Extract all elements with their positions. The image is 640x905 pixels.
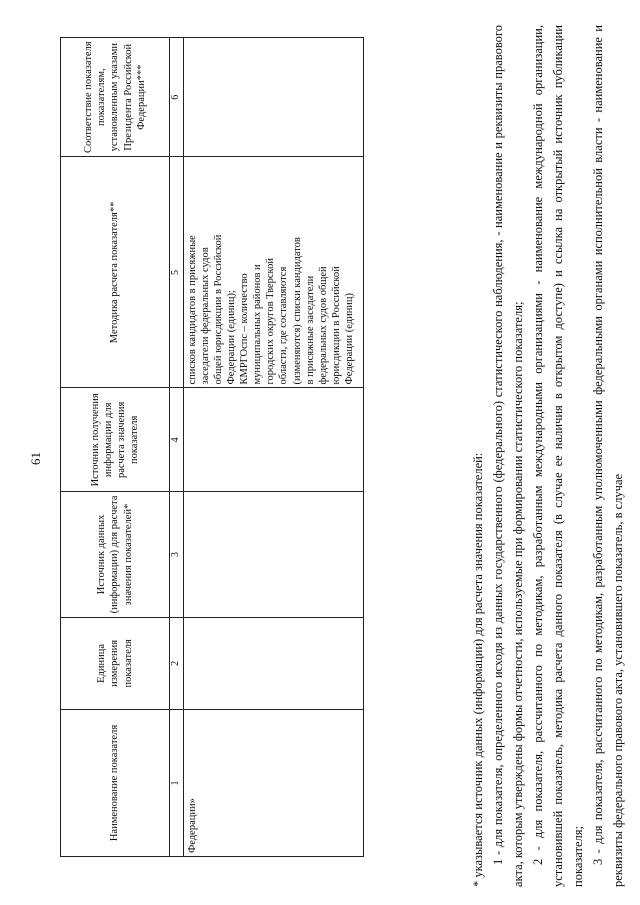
method-line: (изменяются) списки кандидатов — [291, 237, 303, 385]
method-line: КМРГОспс – количество — [239, 273, 250, 385]
header-info-source: Источник получения информации для расчета значения показателя — [61, 388, 170, 492]
header-data-source: Источник данных (информации) для расчета значения показателей* — [61, 492, 170, 618]
document-page — [10, 10, 630, 895]
method-line: федеральных судов общей — [317, 266, 329, 385]
column-number: 3 — [170, 492, 184, 618]
footnote-intro: * указывается источник данных (информации) для расчета значения показателей: — [471, 452, 485, 887]
cell-unit — [183, 617, 363, 709]
column-number: 2 — [170, 617, 184, 709]
page-number: 61 — [28, 452, 43, 465]
method-line: городских округов Тверской — [265, 258, 277, 385]
method-line: Федерации (единиц); — [225, 290, 237, 385]
header-unit: Единица измерения показателя — [61, 617, 170, 709]
column-number: 4 — [170, 388, 184, 492]
method-line: списков кандидатов в присяжные — [186, 235, 198, 385]
table-row — [183, 38, 363, 857]
table-header-row — [61, 38, 170, 857]
method-line: в присяжные заседатели — [304, 275, 316, 385]
footnotes — [468, 25, 628, 887]
method-line: общей юрисдикции в Российской — [212, 234, 224, 385]
method-line: Федерации (единиц) — [344, 292, 355, 385]
footnote-item-2: 2 - для показателя, рассчитанного по методикам, разработанным международными организациями - наименование международной организации, установившей показатель, методика расчета данного показателя (в случае ее наличия в открытом доступе) и ссылка на открытый источник публикации показателя; — [531, 25, 585, 887]
header-indicator-name: Наименование показателя — [61, 709, 170, 856]
footnote-item-1: 1 - для показателя, определенного исходя из данных государственного (федерального) статистического наблюдения, - наименование и реквизиты правового акта, которым утверждены формы отчетности, используемые при формировании статистического показателя; — [491, 25, 525, 887]
cell-data-source — [183, 492, 363, 618]
method-line: заседатели федеральных судов — [199, 247, 211, 385]
method-line: юрисдикции в Российской — [330, 266, 342, 385]
header-method: Методика расчета показателя** — [61, 157, 170, 388]
indicator-table — [60, 37, 364, 857]
header-compliance: Соответствие показателя показателям, установленным указами Президента Российской Федерации*** — [61, 38, 170, 157]
column-number-row — [170, 38, 184, 857]
cell-indicator-name: Федерации» — [183, 709, 363, 856]
method-line: муниципальных районов и — [252, 264, 264, 385]
cell-compliance — [183, 38, 363, 157]
column-number: 5 — [170, 157, 184, 388]
cell-method — [183, 157, 363, 388]
footnote-item-3: 3 - для показателя, рассчитанного по методикам, разработанным уполномоченными федеральными органами исполнительной власти - наименование и реквизиты федерального правового акта, установившего показатель, в случае — [591, 25, 625, 887]
column-number: 6 — [170, 38, 184, 157]
cell-info-source — [183, 388, 363, 492]
column-number: 1 — [170, 709, 184, 856]
method-line: области, где составляются — [278, 266, 290, 385]
